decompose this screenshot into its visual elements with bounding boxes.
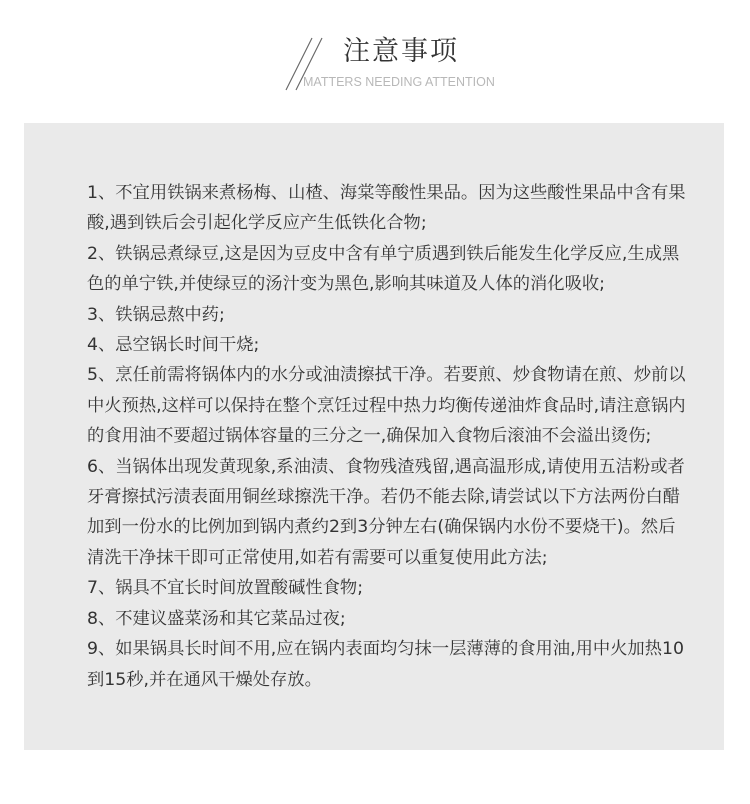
notes-panel [24,123,724,750]
section-subtitle: MATTERS NEEDING ATTENTION [303,75,495,89]
note-item: 3、铁锅忌熬中药; [87,304,225,325]
section-title: 注意事项 [343,36,459,67]
note-item: 6、当锅体出现发黄现象,系油渍、食物残渣残留,遇高温形成,请使用五洁粉或者牙膏擦拭污渍表面用铜丝球擦洗干净。若仍不能去除,请尝试以下方法两份白醋加到一份水的比例加到锅内煮约2到3分钟左右(确保锅内水份不要烧干)。然后清洗干净抹干即可正常使用,如若有需要可以重复使用此方法; [87,456,685,568]
note-item: 8、不建议盛菜汤和其它菜品过夜; [87,608,346,629]
note-item: 5、烹任前需将锅体内的水分或油渍擦拭干净。若要煎、炒食物请在煎、炒前以中火预热,这样可以保持在整个烹饪过程中热力均衡传递油炸食品时,请注意锅内的食用油不要超过锅体容量的三分之一,确保加入食物后滚油不会溢出烫伤; [87,365,686,447]
note-item: 7、锅具不宜长时间放置酸碱性食物; [87,578,364,599]
note-item: 9、如果锅具长时间不用,应在锅内表面均匀抹一层薄薄的食用油,用中火加热10到15秒,并在通风干燥处存放。 [87,639,684,690]
note-item: 2、铁锅忌煮绿豆,这是因为豆皮中含有单宁质遇到铁后能发生化学反应,生成黑色的单宁铁,并使绿豆的汤汁变为黑色,影响其味道及人体的消化吸收; [87,243,680,295]
section-header [0,0,750,110]
notes-list [87,178,687,695]
note-item: 1、不宜用铁锅来煮杨梅、山楂、海棠等酸性果品。因为这些酸性果品中含有果酸,遇到铁后会引起化学反应产生低铁化合物; [87,183,686,234]
note-item: 4、忌空锅长时间干烧; [87,335,260,356]
